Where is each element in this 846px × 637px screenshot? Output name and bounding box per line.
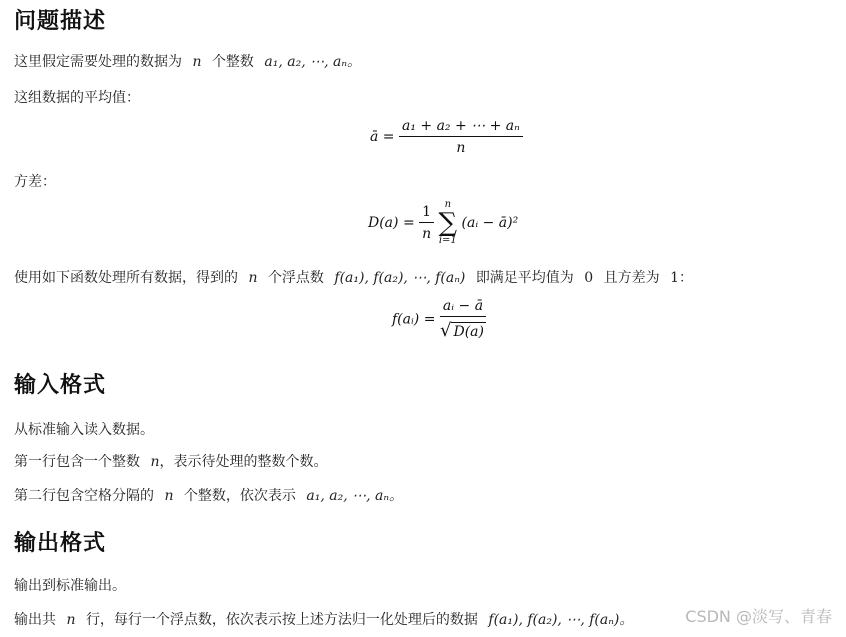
- math-one: 1: [670, 270, 680, 286]
- math-n: n: [164, 488, 174, 504]
- sum-lower: i=1: [438, 235, 457, 246]
- text-mid: 个浮点数: [267, 270, 324, 286]
- math-n: n: [66, 612, 76, 628]
- text-and: 且方差为: [603, 270, 660, 286]
- mean-numerator: a₁ + a₂ + ⋯ + aₙ: [399, 118, 523, 137]
- heading-input-format: 输入格式: [14, 373, 107, 398]
- text-suffix: 即满足平均值为: [475, 270, 574, 286]
- heading-output-format: 输出格式: [14, 531, 107, 556]
- text-prefix: 输出共: [14, 612, 56, 628]
- paragraph-input-line1: 从标准输入读入数据。: [14, 422, 154, 438]
- math-n: n: [248, 270, 258, 286]
- paragraph-data-definition: [14, 52, 361, 72]
- text-mid: 行，每行一个浮点数，依次表示按上述方法归一化处理后的数据: [85, 612, 478, 628]
- text-suffix: ，表示待处理的整数个数。: [159, 454, 328, 470]
- variance-fraction: [419, 204, 434, 242]
- mean-lhs: ā =: [370, 129, 395, 145]
- f-denominator: D(a): [453, 324, 484, 340]
- paragraph-input-line2: [14, 452, 327, 472]
- math-zero: 0: [584, 270, 594, 286]
- text-mid: 个整数，依次表示: [183, 488, 296, 504]
- variance-frac-den: n: [422, 226, 432, 242]
- summation: [439, 200, 458, 246]
- formula-normalize: [392, 298, 486, 341]
- sigma-icon: ∑: [438, 208, 458, 238]
- text-prefix: 使用如下函数处理所有数据，得到的: [14, 270, 238, 286]
- paragraph-input-line3: [14, 486, 403, 506]
- variance-body: (aᵢ − ā)²: [461, 215, 519, 231]
- math-f-sequence-end: f(a₁), f(a₂), ⋯, f(aₙ)。: [488, 612, 634, 628]
- math-sequence: a₁, a₂, ⋯, aₙ。: [264, 54, 362, 70]
- text-prefix: 这里假定需要处理的数据为: [14, 54, 182, 70]
- formula-mean: [370, 118, 523, 156]
- text-colon: ：: [679, 270, 694, 286]
- paragraph-output-line2: [14, 610, 633, 630]
- mean-fraction: [399, 118, 523, 156]
- math-n: n: [150, 454, 160, 470]
- paragraph-mean-intro: 这组数据的平均值：: [14, 90, 140, 106]
- math-sequence: a₁, a₂, ⋯, aₙ。: [306, 488, 404, 504]
- sqrt-icon: √: [439, 320, 452, 341]
- f-fraction: [440, 298, 486, 341]
- text-mid: 个整数: [211, 54, 254, 70]
- csdn-watermark: CSDN @淡写、青春: [685, 607, 832, 626]
- math-n: n: [192, 54, 202, 70]
- f-denominator-wrap: [440, 317, 486, 341]
- f-lhs: f(aᵢ) =: [392, 311, 436, 328]
- variance-frac-num: 1: [419, 204, 434, 223]
- text-prefix: 第一行包含一个整数: [14, 454, 140, 470]
- formula-variance: [368, 200, 518, 246]
- paragraph-output-line1: 输出到标准输出。: [14, 578, 126, 594]
- variance-lhs: D(a) =: [368, 215, 415, 231]
- paragraph-normalize: [14, 268, 693, 288]
- sqrt-expression: [440, 320, 486, 341]
- sum-upper: n: [444, 199, 452, 210]
- f-numerator: aᵢ − ā: [440, 298, 486, 317]
- heading-problem-description: 问题描述: [14, 9, 107, 34]
- text-prefix: 第二行包含空格分隔的: [14, 488, 154, 504]
- paragraph-variance-intro: 方差：: [14, 174, 56, 190]
- mean-denominator: n: [456, 140, 466, 156]
- math-f-sequence: f(a₁), f(a₂), ⋯, f(aₙ): [334, 270, 466, 286]
